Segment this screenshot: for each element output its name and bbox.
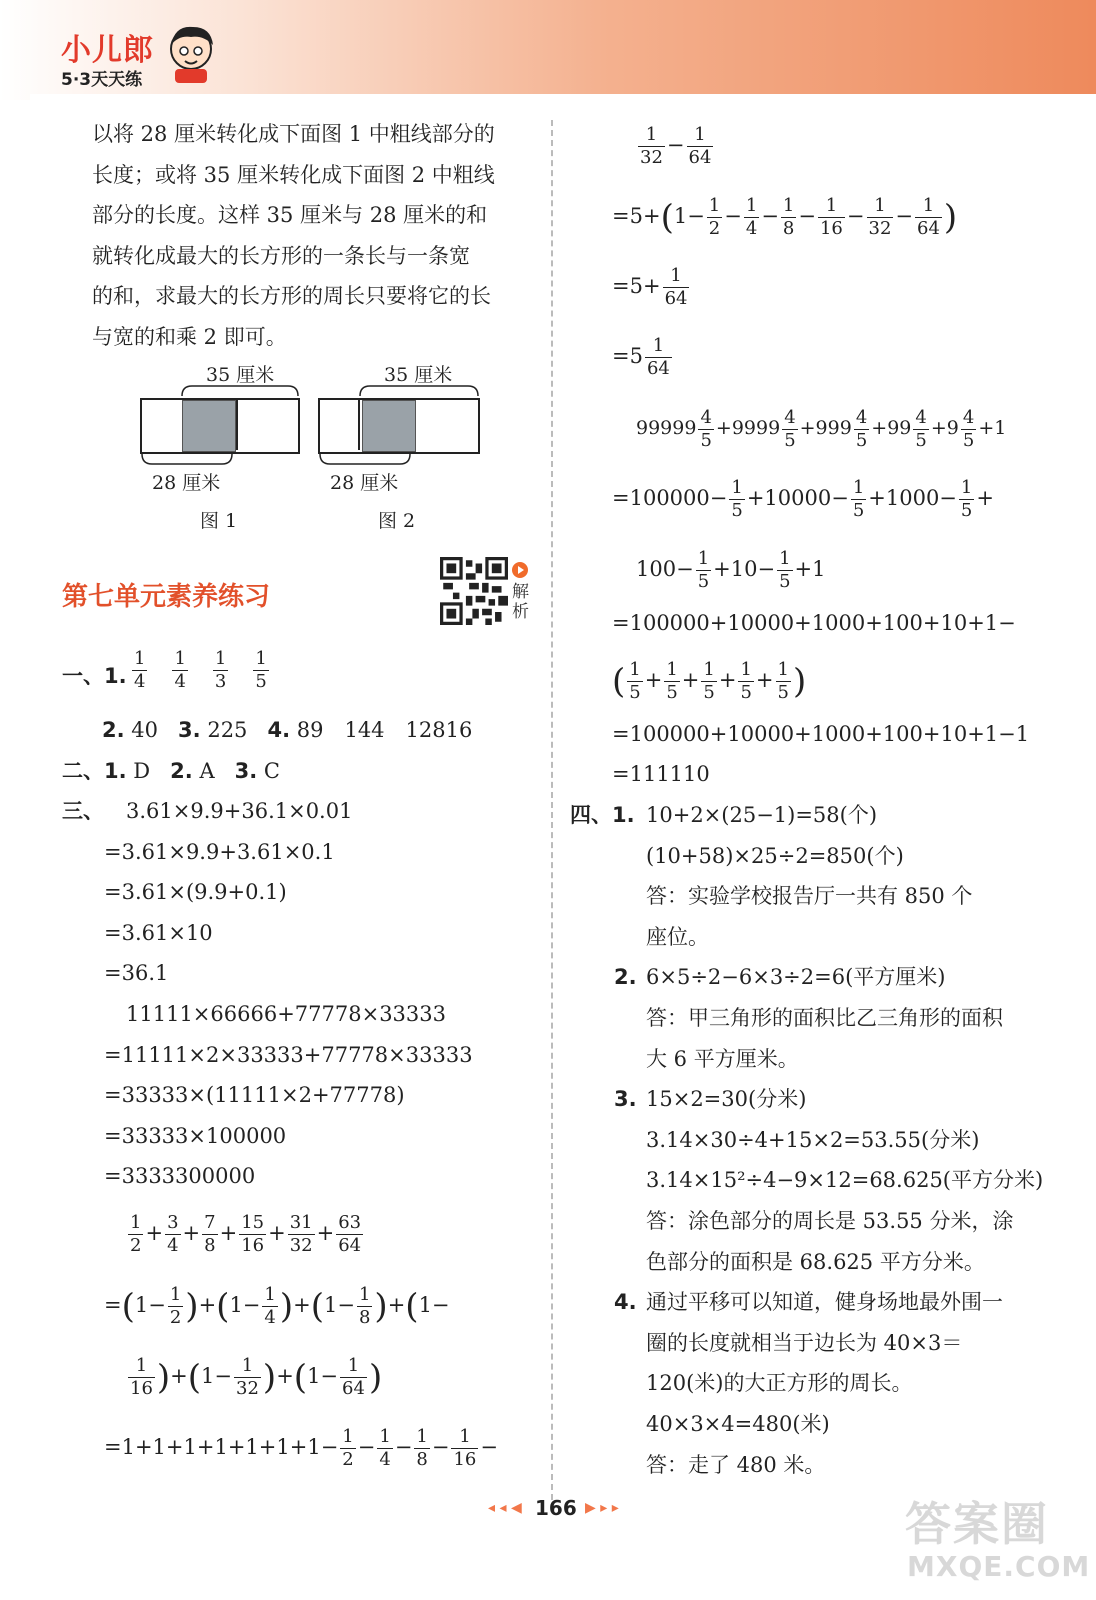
brace-bottom-icon [318,452,418,466]
answer-line: 6×5÷2−6×3÷2=6(平方厘米) [646,965,946,990]
fraction [165,1212,180,1257]
numerator: 1 [745,195,758,216]
denominator: 16 [241,1235,265,1256]
denominator: 8 [204,1235,216,1256]
answer-line: 圈的长度就相当于边长为 40×3＝ [646,1330,963,1355]
math-text: +1000− [868,486,957,510]
paren-glyph: ( [216,1286,230,1327]
fraction [377,1426,392,1471]
play-icon[interactable] [512,562,528,578]
paren-glyph: ( [293,1357,308,1398]
numerator: 1 [214,648,227,669]
math-text: 1− [307,1364,339,1388]
problem-number: 3. [614,1087,637,1112]
fig2-shaded [362,400,416,452]
math-text [190,657,211,681]
numerator: 1 [779,548,791,569]
math-text: +1 [794,557,826,581]
fraction [707,195,722,240]
numerator: 4 [784,406,796,428]
answer-line: 答：甲三角形的面积比乙三角形的面积 [646,1006,1003,1030]
math-text: +99 [871,417,912,439]
math-text: +10− [713,557,776,581]
qr-label: 解析 [512,582,529,622]
fraction [961,407,976,452]
math-text: − [895,204,914,228]
math-text: + [293,1293,311,1317]
numerator: 1 [340,1355,367,1378]
q1-fractions [130,648,292,693]
denominator: 64 [338,1235,362,1256]
denominator: 32 [640,147,663,168]
calc-line: =3.61×10 [104,920,213,945]
math-text: + [182,1221,201,1245]
denominator: 5 [255,671,267,692]
denominator: 5 [700,429,712,451]
math-text: =1+1+1+1+1+1+1− [104,1435,339,1459]
fraction [781,195,796,240]
numerator: 1 [255,648,267,669]
intro-paragraph [92,114,532,357]
answer-line: 座位。 [646,924,709,949]
numerator: 1 [687,124,714,147]
fig1-top-label: 35 厘米 [206,364,275,386]
numerator: 4 [915,406,927,428]
denominator: 5 [740,682,752,703]
numerator: 1 [379,1426,391,1447]
intro-line: 部分的长度。这样 35 厘米与 28 厘米的和 [92,203,488,227]
denominator: 16 [453,1449,477,1470]
qr-code-icon[interactable] [440,557,508,625]
numerator: 1 [169,1284,182,1305]
numerator: 1 [645,335,672,358]
numerator: 1 [915,195,942,218]
fraction [172,648,187,693]
denominator: 5 [960,500,973,521]
math-text: 100− [636,557,694,581]
math-text: + [976,486,994,510]
watermark-url: MXQE.COM [907,1550,1091,1583]
fig1-line [236,400,238,450]
intro-line: 与宽的和乘 2 即可。 [92,324,287,349]
answer-line: (10+58)×25÷2=850(个) [646,843,904,868]
fraction [777,548,792,593]
math-text: +1 [978,417,1007,439]
numerator: 1 [708,195,721,216]
math-text: + [681,668,700,692]
fraction [915,195,942,240]
answer-line: 大 6 平方厘米。 [646,1046,799,1071]
calc-line: =36.1 [104,961,169,986]
mixed-step-1 [612,463,994,533]
fraction [818,195,845,240]
answer-line: 40×3×4=480(米) [646,1412,830,1436]
math-text: − [394,1435,413,1459]
fig2-top-label: 35 厘米 [384,364,453,386]
numerator: 1 [777,659,789,680]
paren-glyph: ) [156,1357,171,1398]
fraction [782,407,797,452]
numerator: 63 [338,1212,362,1233]
paren-glyph: ( [660,197,674,238]
fraction [128,1355,155,1400]
math-text: + [145,1221,164,1245]
fig2-bottom-label: 28 厘米 [330,472,399,494]
fig1-shaded [182,400,236,452]
answer-line: 3.14×15²÷4−9×12=68.625(平方分米) [646,1168,1044,1193]
fig2-caption: 图 2 [378,510,416,532]
math-text: =100000− [612,486,728,510]
math-text: − [431,1435,450,1459]
denominator: 4 [745,218,758,239]
math-text: + [755,668,774,692]
math-text: + [198,1293,217,1317]
fraction [687,124,714,169]
paren-glyph: ) [262,1357,277,1398]
numerator: 1 [666,659,678,680]
figure-1 [140,360,305,530]
denominator: 4 [167,1235,179,1256]
answer-line: 答：实验学校报告厅一共有 850 个 [646,884,973,909]
numerator: 1 [663,265,690,288]
denominator: 8 [358,1307,371,1328]
denominator: 5 [697,571,710,592]
numerator: 1 [638,124,665,147]
numerator: 1 [174,648,186,669]
numerator: 1 [134,648,146,669]
numerator: 15 [241,1212,265,1233]
fig1-bottom-label: 28 厘米 [152,472,221,494]
denominator: 5 [915,429,927,451]
brace-top-icon [180,384,300,398]
answer-line: 120(米)的大正方形的周长。 [646,1371,913,1396]
math-text: + [276,1364,294,1388]
numerator: 4 [700,406,712,428]
numerator: 1 [740,659,752,680]
problem-number: 4. [614,1290,637,1315]
fraction [288,1212,315,1257]
calc-line: 3.61×9.9+36.1×0.01 [126,799,353,823]
paren-glyph: ( [121,1286,135,1327]
denominator: 5 [962,429,975,451]
denominator: 64 [917,218,940,239]
math-text: 1− [201,1364,233,1388]
fraction [744,195,759,240]
fraction [696,548,711,593]
fraction [340,1426,355,1471]
calc-line: =3.61×9.9+3.61×0.1 [104,839,335,864]
denominator: 5 [629,682,641,703]
watermark-logo: 答案圈 [905,1497,1049,1551]
fraction [128,1212,143,1257]
paren-glyph: ( [612,661,626,702]
paren-glyph: ) [368,1357,383,1398]
paren-glyph: ( [187,1357,202,1398]
denominator: 3 [214,671,227,692]
right-line-2 [612,181,957,253]
numerator: 1 [451,1426,478,1449]
denominator: 64 [342,1378,365,1399]
math-text: 99999 [636,417,697,439]
numerator: 1 [782,195,795,216]
calc3-step1 [104,1270,450,1342]
fig2-line [358,400,360,450]
mixed-step-5: =100000+10000+1000+100+10+1−1 [612,722,1030,746]
denominator: 32 [236,1378,259,1399]
math-text: =5+ [612,274,661,298]
mixed-step-2 [636,534,825,604]
brand-logo [55,25,215,100]
fraction [213,648,228,693]
numerator: 1 [629,659,641,680]
answer-line: 答：涂色部分的周长是 53.55 分米，涂 [646,1209,1014,1233]
fraction [851,477,866,522]
math-text: − [480,1435,498,1459]
answer-line: 3.14×30÷4+15×2=53.55(分米) [646,1127,980,1152]
fraction [202,1212,217,1257]
numerator: 1 [416,1426,428,1447]
fraction [168,1284,183,1329]
right-line-4 [612,321,674,391]
denominator: 8 [416,1449,428,1470]
math-text: 1− [418,1293,450,1317]
math-text: 1− [229,1293,261,1317]
mixed-step-4 [612,645,806,717]
calc-line: =33333×(11111×2+77778) [104,1083,405,1108]
brace-bottom-icon [140,452,240,466]
page-number: 166 [535,1496,577,1520]
fig1-caption: 图 1 [200,510,238,532]
math-text: − [798,204,816,228]
fraction [645,335,672,380]
fraction [627,659,642,704]
problem-number: 四、1. [570,803,635,827]
q1-label: 一、1. [62,664,127,688]
intro-line: 长度；或将 35 厘米转化成下面图 2 中粗线 [92,162,495,187]
math-text: + [268,1221,286,1245]
denominator: 4 [264,1307,276,1328]
answer-line: 15×2=30(分米) [646,1087,807,1112]
denominator: 5 [666,682,678,703]
math-text [271,657,292,681]
answer-line: 色部分的面积是 68.625 平方分米。 [646,1249,985,1274]
fraction [414,1426,429,1471]
math-text: =5 [612,344,643,368]
math-text: +9999 [715,417,781,439]
calc-line: =3.61×(9.9+0.1) [104,880,287,905]
calc3-line [126,1198,365,1268]
brace-top-icon [358,384,482,398]
denominator: 8 [782,218,795,239]
answer-line: 10+2×(25−1)=58(个) [646,803,878,827]
prev-arrows-icon: ◂ ◂ ◀ [488,1500,522,1516]
numerator: 1 [128,1355,155,1378]
numerator: 1 [731,477,743,498]
math-text: 1− [134,1293,166,1317]
fraction [340,1355,367,1400]
calc3-step2 [126,1341,382,1413]
fraction [959,477,974,522]
q3-label: 三、 [62,799,104,823]
numerator: 1 [342,1426,354,1447]
numerator: 7 [204,1212,216,1233]
numerator: 1 [234,1355,261,1378]
numerator: 1 [852,477,865,498]
problem-number: 2. [614,965,637,990]
denominator: 5 [703,682,715,703]
math-text: + [219,1221,238,1245]
numerator: 4 [855,406,868,428]
numerator: 31 [289,1212,313,1233]
math-text: =5+ [612,204,661,228]
paren-glyph: ) [792,661,807,702]
numerator: 1 [264,1284,276,1305]
denominator: 32 [289,1235,313,1256]
answer-line: 通过平移可以知道，健身场地最外围一 [646,1290,1003,1315]
math-text: + [644,668,663,692]
denominator: 16 [130,1378,153,1399]
intro-line: 以将 28 厘米转化成下面图 1 中粗线部分的 [92,122,495,146]
fraction [262,1284,277,1329]
math-text [149,657,170,681]
math-text: +10000− [746,486,849,510]
q1-line2: 2. 40 3. 225 4. 89 144 12816 [102,718,473,742]
denominator: 5 [852,500,865,521]
denominator: 5 [779,571,791,592]
math-text: 1− [324,1293,355,1317]
calc-line: =3333300000 [104,1164,256,1189]
math-text: + [170,1364,188,1388]
fraction [867,195,894,240]
calc-line: =33333×100000 [104,1123,287,1148]
denominator: 5 [784,429,796,451]
right-line-3 [612,251,691,321]
calc3-step3 [104,1412,498,1482]
fraction [729,477,744,522]
paren-glyph: ) [185,1286,199,1327]
math-text: − [724,204,742,228]
denominator: 5 [855,429,868,451]
denominator: 4 [134,671,146,692]
calc-line: =11111×2×33333+77778×33333 [104,1042,473,1067]
numerator: 1 [818,195,845,218]
paren-glyph: ( [310,1286,324,1327]
numerator: 1 [358,1284,371,1305]
fraction [357,1284,372,1329]
paren-glyph: ) [943,197,958,238]
denominator: 2 [130,1235,142,1256]
fraction [701,659,716,704]
fraction [698,407,713,452]
fraction [253,648,268,693]
figure-2 [318,360,488,530]
denominator: 2 [342,1449,354,1470]
fraction [234,1355,261,1400]
math-text: + [718,668,737,692]
q2-line: 二、1. D 2. A 3. C [62,759,280,783]
paren-glyph: ) [374,1286,388,1327]
denominator: 4 [174,671,186,692]
denominator: 16 [819,218,843,239]
math-text: − [846,204,865,228]
denominator: 5 [777,682,789,703]
numerator: 4 [962,406,975,428]
fraction [239,1212,266,1257]
math-text: − [666,133,685,157]
numerator: 1 [130,1212,142,1233]
math-text: + [387,1293,406,1317]
denominator: 64 [646,358,670,379]
math-text: − [357,1435,376,1459]
numerator: 3 [167,1212,179,1233]
denominator: 64 [664,288,688,309]
math-text: 1− [673,204,705,228]
numerator: 1 [697,548,710,569]
section-title: 第七单元素养练习 [62,582,271,612]
math-text: + [316,1221,335,1245]
denominator: 2 [169,1307,182,1328]
mixed-step-6: =111110 [612,762,710,786]
intro-line: 的和，求最大的长方形的周长只要将它的长 [92,284,491,308]
paren-glyph: ( [405,1286,419,1327]
calc-line: 11111×66666+77778×33333 [126,1002,447,1026]
numerator: 1 [867,195,894,218]
numerator: 1 [703,659,715,680]
denominator: 64 [688,147,712,168]
fraction [663,265,690,310]
logo-subtitle: 5·3天天练 [61,70,143,90]
fraction [664,659,679,704]
fraction [738,659,753,704]
denominator: 5 [731,500,743,521]
watermark [905,1488,1091,1588]
math-text: − [761,204,779,228]
paren-glyph: ) [279,1286,294,1327]
denominator: 4 [379,1449,391,1470]
math-text: = [104,1293,122,1317]
fraction [854,407,869,452]
fraction [776,659,791,704]
mixed-number-line [636,393,1006,463]
mascot-icon [163,23,219,85]
answer-line: 答：走了 480 米。 [646,1452,826,1477]
column-divider [551,120,553,1500]
numerator: 1 [960,477,973,498]
logo-title: 小儿郎 [61,33,154,68]
fraction [132,648,147,693]
next-arrows-icon: ▶ ▸ ▸ [585,1500,619,1516]
intro-line: 就转化成最大的长方形的一条长与一条宽 [92,243,470,268]
right-line-1 [636,110,715,180]
fraction [913,407,928,452]
fraction [451,1426,478,1471]
denominator: 2 [708,218,721,239]
mixed-step-3: =100000+10000+1000+100+10+1− [612,611,1016,635]
fraction [336,1212,363,1257]
fraction [638,124,665,169]
denominator: 32 [868,218,892,239]
math-text [230,657,251,681]
math-text: +999 [799,417,852,439]
math-text: +9 [930,417,959,439]
